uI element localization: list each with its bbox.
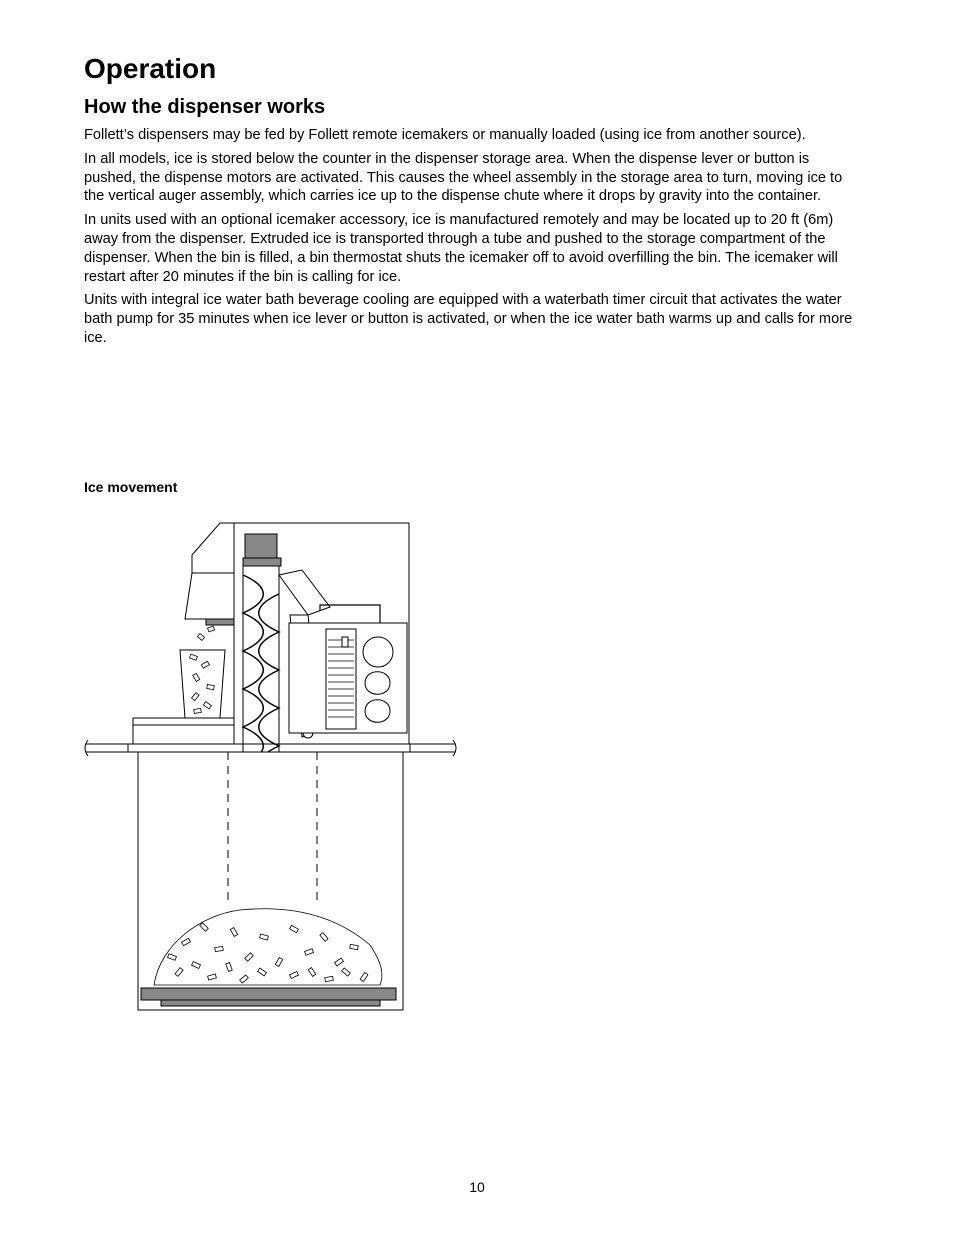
dispense-chute: [185, 573, 234, 625]
ice-cup: [180, 626, 225, 718]
paragraph-icemaker: In units used with an optional icemaker accessory, ice is manufactured remotely and may be located up to 20 ft (6m) away from the dispenser. Extruded ice is transported through a tube and pushed to the storage compartment of the dispenser. When the bin is filled, a bin thermostat shuts the icemaker off to avoid overfilling the bin. The icemaker will restart after 20 minutes if the bin is calling for ice.: [84, 212, 838, 285]
auger-motor: [243, 534, 281, 566]
section-title: How the dispenser works: [84, 96, 326, 118]
figure-caption: Ice movement: [84, 479, 178, 495]
paragraph-dispensing: In all models, ice is stored below the counter in the dispenser storage area. When the dispense lever or button is pushed, the dispense motors are activated. This causes the wheel assembly in the storage area to turn, moving ice to the vertical auger assembly, which carries ice up to the dispense chute where it drops by gravity into the container.: [84, 150, 843, 205]
body-text: [84, 126, 864, 353]
paragraph-water-bath: Units with integral ice water bath beverage cooling are equipped with a waterbath timer circuit that activates the water bath pump for 35 minutes when ice lever or button is activated, or when the ice water bath warms up and calls for more ice.: [84, 292, 853, 346]
page-title: Operation: [84, 53, 217, 84]
paragraph-feeding: Follett’s dispensers may be fed by Follett remote icemakers or manually loaded (using ice from another source).: [84, 127, 806, 143]
ice-movement-diagram: [80, 515, 464, 1015]
icemaker-unit: [289, 605, 407, 733]
page-number: 10: [469, 1179, 485, 1195]
